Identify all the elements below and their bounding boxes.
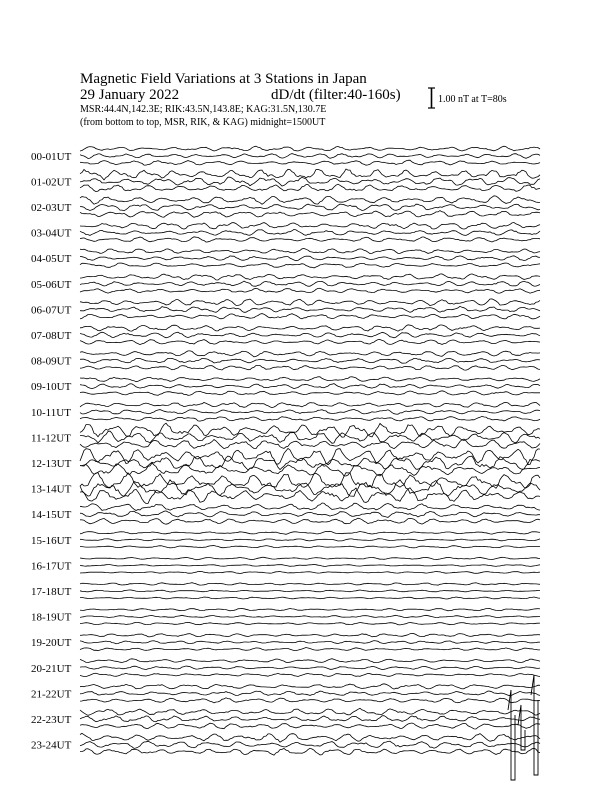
trace-msr	[80, 340, 540, 345]
trace-msr	[80, 648, 540, 651]
chart-date: 29 January 2022	[80, 87, 180, 103]
trace-kag	[80, 733, 540, 742]
trace-rik	[80, 384, 540, 389]
trace-kag	[80, 196, 540, 204]
trace-rik	[80, 256, 540, 261]
row-label: 05-06UT	[31, 278, 72, 291]
trace-msr	[80, 160, 540, 165]
row-label: 14-15UT	[31, 509, 72, 522]
trace-rik	[80, 641, 540, 644]
row-label: 10-11UT	[31, 406, 71, 419]
spike-trace	[531, 675, 538, 775]
trace-msr	[80, 698, 540, 703]
trace-kag	[80, 377, 540, 382]
trace-kag	[80, 146, 540, 151]
trace-msr	[80, 571, 540, 573]
row-label: 03-04UT	[31, 227, 72, 240]
trace-rik	[80, 716, 540, 722]
trace-kag	[80, 274, 540, 280]
row-label: 20-21UT	[31, 662, 72, 675]
trace-msr	[80, 288, 540, 293]
row-label: 12-13UT	[31, 458, 72, 470]
trace-rik	[80, 590, 540, 592]
row-label: 23-24UT	[31, 739, 72, 752]
trace-msr	[80, 546, 540, 548]
row-label: 01-02UT	[31, 176, 72, 189]
row-label: 22-23UT	[31, 714, 72, 726]
trace-rik	[80, 741, 540, 748]
trace-rik	[80, 511, 540, 518]
trace-msr	[80, 416, 540, 421]
trace-rik	[80, 691, 540, 696]
trace-kag	[80, 402, 540, 407]
trace-kag	[80, 249, 540, 254]
trace-msr	[80, 622, 540, 625]
row-label: 17-18UT	[31, 586, 72, 598]
trace-msr	[80, 597, 540, 599]
chart-title: Magnetic Field Variations at 3 Stations in Japan	[80, 71, 367, 87]
row-label: 02-03UT	[31, 202, 72, 214]
trace-rik	[80, 306, 540, 312]
stations-line: MSR:44.4N,142.3E; RIK:43.5N,143.8E; KAG:31.5N,130.7E	[80, 104, 327, 115]
order-line: (from bottom to top, MSR, RIK, & KAG) midnight=1500UT	[80, 117, 326, 128]
trace-kag	[80, 169, 540, 180]
trace-msr	[80, 237, 540, 242]
trace-kag	[80, 684, 540, 689]
row-label: 04-05UT	[31, 253, 72, 266]
spike-trace	[508, 690, 515, 780]
trace-kag	[80, 325, 540, 331]
trace-msr	[80, 184, 540, 191]
trace-rik	[80, 177, 540, 186]
trace-rik	[80, 281, 540, 286]
row-label: 15-16UT	[31, 534, 72, 547]
row-label: 08-09UT	[31, 355, 72, 368]
trace-rik	[80, 431, 540, 443]
trace-msr	[80, 263, 540, 268]
trace-kag	[80, 531, 540, 534]
row-label: 16-17UT	[31, 560, 72, 573]
trace-kag	[80, 223, 540, 230]
row-label: 13-14UT	[31, 483, 72, 496]
trace-kag	[80, 659, 540, 663]
trace-kag	[80, 609, 540, 611]
row-label: 11-12UT	[31, 432, 71, 445]
trace-msr	[80, 488, 540, 504]
row-label: 07-08UT	[31, 330, 72, 342]
trace-msr	[80, 365, 540, 370]
row-label: 19-20UT	[31, 637, 72, 650]
row-label: 00-01UT	[31, 150, 72, 163]
scale-label: 1.00 nT at T=80s	[438, 94, 507, 105]
trace-rik	[80, 565, 540, 567]
trace-rik	[80, 409, 540, 414]
trace-msr	[80, 439, 540, 449]
trace-rik	[80, 615, 540, 617]
trace-kag	[80, 423, 540, 437]
trace-msr	[80, 748, 540, 755]
trace-msr	[80, 723, 540, 729]
trace-rik	[80, 456, 540, 470]
trace-msr	[80, 391, 540, 396]
trace-kag	[80, 299, 540, 306]
trace-msr	[80, 518, 540, 524]
trace-kag	[80, 708, 540, 715]
trace-rik	[80, 358, 540, 363]
trace-msr	[80, 211, 540, 218]
row-label: 21-22UT	[31, 688, 72, 701]
trace-rik	[80, 332, 540, 338]
trace-kag	[80, 633, 540, 637]
row-label: 18-19UT	[31, 611, 72, 624]
trace-msr	[80, 314, 540, 319]
row-label: 06-07UT	[31, 304, 72, 317]
trace-rik	[80, 539, 540, 541]
trace-kag	[80, 583, 540, 586]
row-label: 09-10UT	[31, 381, 72, 394]
data-type-label: dD/dt (filter:40-160s)	[271, 87, 401, 103]
trace-kag	[80, 351, 540, 357]
trace-kag	[80, 503, 540, 511]
trace-rik	[80, 229, 540, 235]
trace-rik	[80, 204, 540, 211]
trace-rik	[80, 666, 540, 670]
trace-msr	[80, 673, 540, 676]
trace-kag	[80, 557, 540, 559]
trace-rik	[80, 154, 540, 159]
